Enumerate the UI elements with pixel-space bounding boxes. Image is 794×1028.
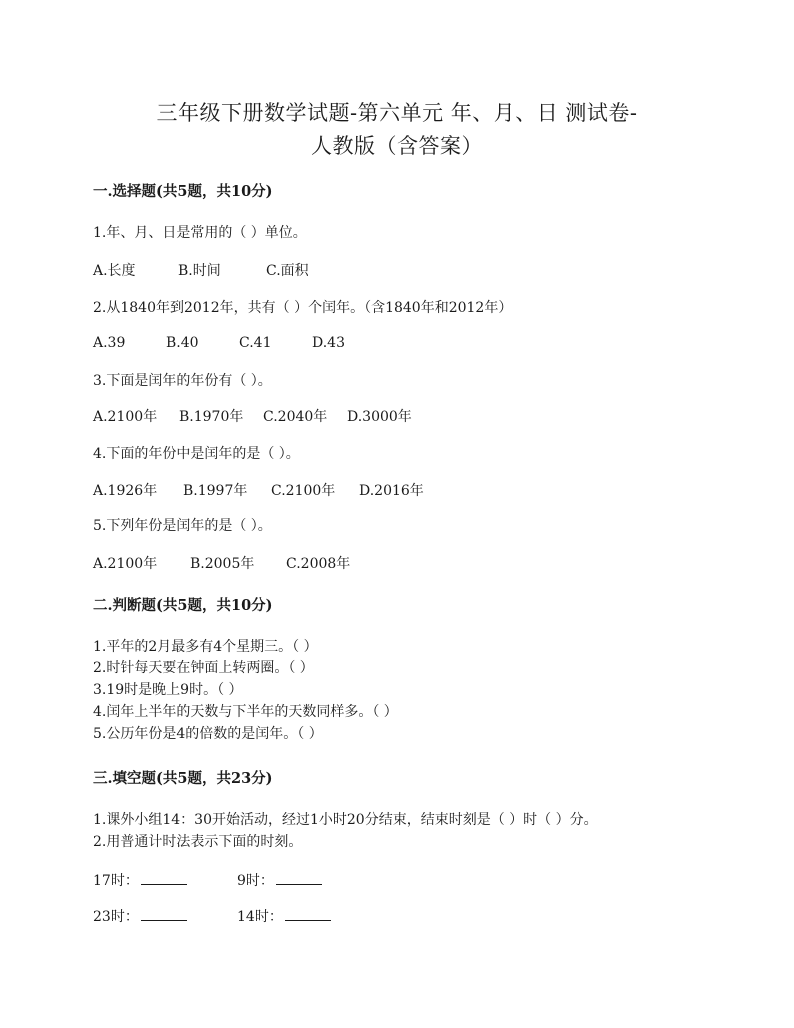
time-blank-9 (237, 870, 322, 890)
option-c: C.2008年 (286, 556, 351, 572)
time-label: 14时： (237, 909, 283, 925)
time-label: 23时： (93, 909, 139, 925)
option-b: B.2005年 (190, 556, 255, 572)
option-b: B.时间 (178, 263, 221, 279)
judge-item: 1.平年的2月最多有4个星期三。（ ） (93, 639, 318, 655)
answer-blank[interactable] (276, 870, 322, 885)
option-a: A.2100年 (93, 556, 158, 572)
question-stem: 1.年、月、日是常用的（ ）单位。 (93, 225, 307, 241)
judge-item: 4.闰年上半年的天数与下半年的天数同样多。（ ） (93, 704, 398, 720)
section-heading-judge: 二.判断题(共5题，共10分) (93, 597, 273, 614)
section-heading-fill: 三.填空题(共5题，共23分) (93, 770, 273, 787)
answer-blank[interactable] (285, 906, 331, 921)
time-blank-23 (93, 906, 187, 926)
section-heading-choice: 一.选择题(共5题，共10分) (93, 183, 273, 200)
question-stem: 2.从1840年到2012年，共有（ ）个闰年。（含1840年和2012年） (93, 300, 513, 316)
time-label: 9时： (237, 873, 274, 889)
option-c: C.41 (239, 335, 272, 351)
question-stem: 4.下面的年份中是闰年的是（ ）。 (93, 446, 300, 462)
answer-blank[interactable] (141, 906, 187, 921)
option-c: C.2100年 (271, 483, 336, 499)
option-a: A.1926年 (93, 483, 158, 499)
fill-item: 1.课外小组14：30开始活动，经过1小时20分结束，结束时刻是（ ）时（ ）分。 (93, 812, 598, 828)
fill-item: 2.用普通计时法表示下面的时刻。 (93, 834, 303, 850)
time-blank-14 (237, 906, 331, 926)
option-a: A.长度 (93, 263, 136, 279)
option-c: C.2040年 (263, 409, 328, 425)
judge-item: 2.时针每天要在钟面上转两圈。（ ） (93, 660, 314, 676)
answer-blank[interactable] (141, 870, 187, 885)
option-d: D.2016年 (359, 483, 424, 499)
judge-item: 5.公历年份是4的倍数的是闰年。（ ） (93, 726, 323, 742)
option-d: D.3000年 (347, 409, 412, 425)
option-a: A.2100年 (93, 409, 158, 425)
page-title-line2: 人教版（含答案） (311, 134, 483, 158)
time-label: 17时： (93, 873, 139, 889)
page-title-line1: 三年级下册数学试题-第六单元 年、月、日 测试卷- (156, 101, 638, 125)
option-b: B.40 (166, 335, 199, 351)
option-c: C.面积 (266, 263, 309, 279)
question-stem: 3.下面是闰年的年份有（ ）。 (93, 373, 272, 389)
option-b: B.1970年 (179, 409, 244, 425)
judge-item: 3.19时是晚上9时。（ ） (93, 682, 243, 698)
option-d: D.43 (312, 335, 345, 351)
time-blank-17 (93, 870, 187, 890)
option-a: A.39 (93, 335, 126, 351)
option-b: B.1997年 (183, 483, 248, 499)
question-stem: 5.下列年份是闰年的是（ ）。 (93, 518, 272, 534)
